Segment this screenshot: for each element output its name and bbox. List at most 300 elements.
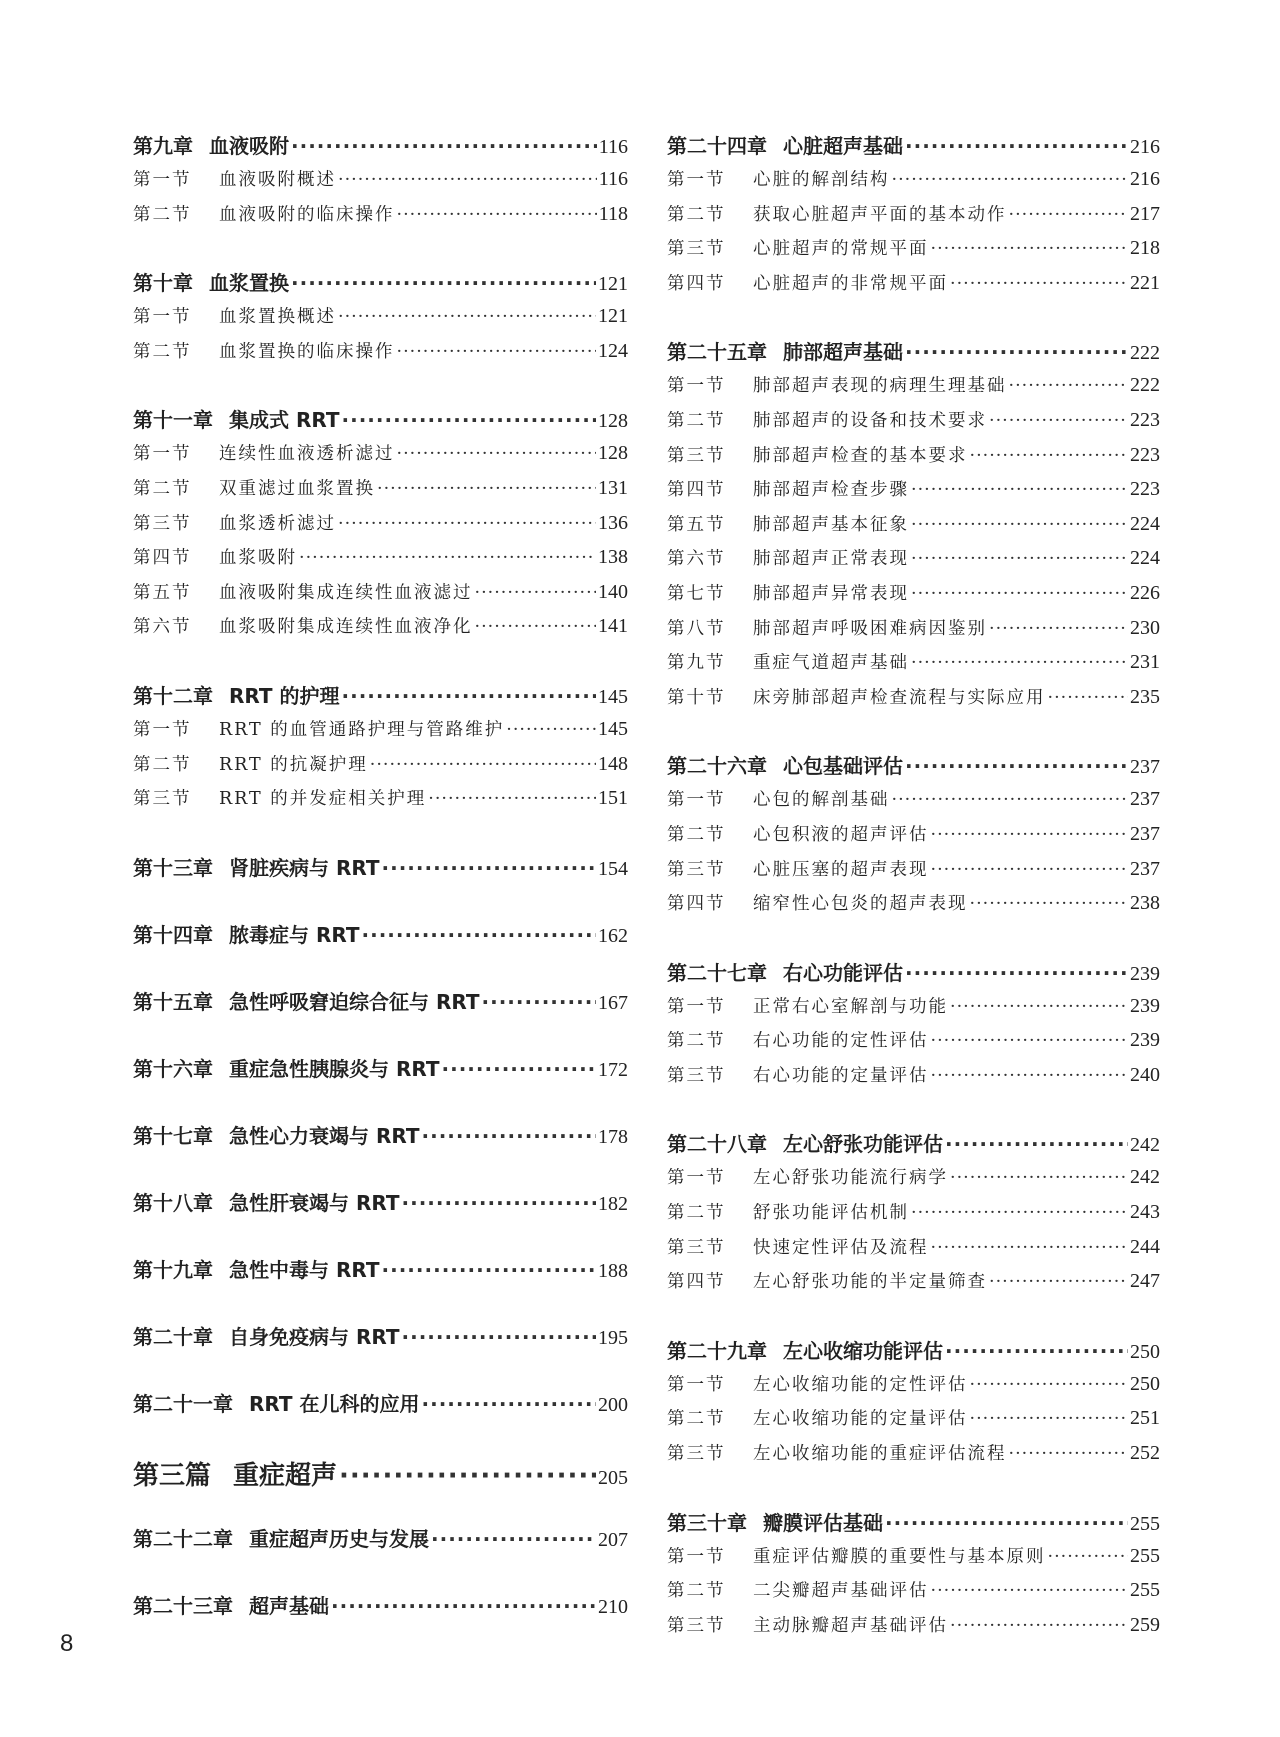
chapter-number: 第十二章	[133, 683, 213, 708]
chapter-title: 肺部超声基础	[783, 340, 903, 365]
page-ref: 224	[1130, 512, 1160, 535]
section-title: 血液吸附集成连续性血液滤过	[219, 582, 473, 603]
toc-group	[133, 267, 628, 372]
dot-leader	[931, 825, 1129, 845]
chapter-number: 第十五章	[133, 989, 213, 1014]
toc-section-entry[interactable]	[133, 544, 628, 579]
chapter-number: 第二十五章	[667, 340, 767, 365]
section-number: 第九节	[667, 653, 726, 674]
chapter-title: 重症急性胰腺炎与 RRT	[229, 1056, 440, 1081]
dot-leader	[475, 617, 597, 637]
dot-leader	[442, 1057, 596, 1081]
chapter-number: 第三十章	[667, 1510, 747, 1535]
toc-section-entry[interactable]	[667, 407, 1160, 442]
dot-leader	[299, 548, 596, 568]
dot-leader	[950, 1168, 1128, 1188]
chapter-title: RRT 的护理	[229, 683, 340, 708]
page-ref: 237	[1130, 788, 1160, 811]
dot-leader	[397, 444, 597, 464]
toc-section-entry[interactable]	[667, 1164, 1160, 1199]
section-title: 左心收缩功能的重症评估流程	[753, 1444, 1007, 1465]
section-title: 肺部超声检查步骤	[753, 480, 909, 501]
section-title: 右心功能的定量评估	[753, 1065, 929, 1086]
toc-group	[133, 919, 628, 955]
section-number: 第三节	[667, 1615, 726, 1636]
toc-chapter-entry[interactable]	[667, 957, 1160, 993]
section-number: 第一节	[667, 170, 726, 190]
section-number: 第四节	[133, 548, 192, 569]
section-number: 第五节	[133, 582, 192, 603]
section-title: 心包积液的超声评估	[753, 824, 929, 845]
dot-leader	[911, 480, 1128, 500]
toc-group	[133, 1388, 628, 1424]
page-ref: 140	[598, 580, 628, 603]
toc-section-entry[interactable]	[667, 856, 1160, 891]
toc-section-entry[interactable]	[133, 510, 628, 545]
section-title: 肺部超声基本征象	[753, 514, 909, 535]
chapter-number: 第二十八章	[667, 1132, 767, 1157]
chapter-title: 肾脏疾病与 RRT	[229, 855, 380, 880]
toc-section-entry[interactable]	[667, 1199, 1160, 1234]
toc-chapter-entry[interactable]	[133, 1053, 628, 1089]
chapter-title: 超声基础	[249, 1593, 329, 1618]
section-number: 第一节	[133, 170, 192, 190]
toc-group	[133, 986, 628, 1022]
toc-chapter-entry[interactable]	[667, 1507, 1160, 1543]
page-ref: 242	[1130, 1134, 1160, 1157]
dot-leader	[422, 1392, 596, 1416]
toc-chapter-entry[interactable]	[133, 1590, 628, 1626]
dot-leader	[892, 170, 1129, 190]
dot-leader	[892, 790, 1129, 810]
page-ref: 255	[1130, 1579, 1160, 1602]
section-number: 第一节	[133, 719, 192, 740]
toc-group	[133, 1053, 628, 1089]
section-title: 心脏超声的非常规平面	[753, 273, 948, 294]
toc-section-entry[interactable]	[667, 684, 1160, 719]
chapter-title: 脓毒症与 RRT	[229, 922, 360, 947]
dot-leader	[1048, 1547, 1129, 1567]
page-ref: 235	[1130, 685, 1160, 708]
section-number: 第二节	[667, 824, 726, 845]
dot-leader	[989, 619, 1128, 639]
section-number: 第二节	[667, 1031, 726, 1052]
page-ref: 182	[598, 1192, 628, 1215]
dot-leader	[1009, 1444, 1129, 1464]
dot-leader	[382, 856, 596, 880]
section-number: 第四节	[667, 480, 726, 501]
page-ref: 145	[598, 685, 628, 708]
chapter-title: 集成式 RRT	[229, 408, 340, 433]
section-title: 肺部超声异常表现	[753, 583, 909, 604]
dot-leader	[342, 408, 596, 432]
toc-section-entry[interactable]	[667, 615, 1160, 650]
section-number: 第四节	[667, 1272, 726, 1293]
toc-chapter-entry[interactable]	[133, 404, 628, 440]
toc-group	[133, 680, 628, 820]
toc-section-entry[interactable]	[667, 890, 1160, 925]
toc-section-entry[interactable]	[667, 1062, 1160, 1097]
page-ref: 121	[598, 273, 628, 296]
toc-section-entry[interactable]	[133, 440, 628, 475]
toc-section-entry[interactable]	[667, 442, 1160, 477]
section-title: 心包的解剖基础	[753, 790, 890, 811]
toc-section-entry[interactable]	[133, 716, 628, 751]
section-title: 血浆吸附	[219, 548, 297, 569]
dot-leader	[970, 1375, 1129, 1395]
toc-group	[133, 852, 628, 888]
chapter-title: 急性呼吸窘迫综合征与 RRT	[229, 989, 480, 1014]
page-ref: 167	[598, 991, 628, 1014]
toc-section-entry[interactable]	[667, 821, 1160, 856]
chapter-title: 自身免疫病与 RRT	[229, 1324, 400, 1349]
page-ref: 251	[1130, 1407, 1160, 1430]
section-title: 肺部超声正常表现	[753, 549, 909, 570]
chapter-number: 第十章	[133, 271, 193, 296]
page-ref: 188	[598, 1259, 628, 1282]
section-title: 左心舒张功能流行病学	[753, 1168, 948, 1189]
toc-section-entry[interactable]	[667, 1577, 1160, 1612]
page-ref: 237	[1130, 756, 1160, 779]
toc-group	[667, 1128, 1160, 1302]
dot-leader	[911, 584, 1128, 604]
toc-chapter-entry[interactable]	[133, 1321, 628, 1357]
dot-leader	[370, 755, 596, 775]
section-number: 第四节	[667, 894, 726, 915]
chapter-title: 急性心力衰竭与 RRT	[229, 1123, 420, 1148]
page-ref: 222	[1130, 342, 1160, 365]
dot-leader	[338, 514, 596, 534]
section-number: 第一节	[667, 1546, 726, 1567]
dot-leader	[1009, 205, 1129, 225]
dot-leader	[931, 1581, 1129, 1601]
chapter-title: 左心收缩功能评估	[783, 1338, 943, 1363]
page-ref: 237	[1130, 857, 1160, 880]
section-number: 第二节	[667, 1581, 726, 1602]
dot-leader	[989, 1272, 1128, 1292]
toc-group	[667, 336, 1160, 718]
section-number: 第七节	[667, 583, 726, 604]
section-number: 第三节	[667, 1237, 726, 1258]
toc-section-entry[interactable]	[667, 270, 1160, 305]
page-ref: 121	[598, 305, 628, 328]
toc-chapter-entry[interactable]	[133, 267, 628, 303]
dot-leader	[945, 1339, 1128, 1363]
dot-leader	[911, 1203, 1128, 1223]
page-ref: 230	[1130, 616, 1160, 639]
page-ref: 207	[598, 1528, 628, 1551]
section-number: 第四节	[667, 273, 726, 294]
section-number: 第三节	[133, 513, 192, 534]
chapter-title: 血液吸附	[209, 134, 289, 158]
chapter-title: 左心舒张功能评估	[783, 1132, 943, 1157]
page-ref: 255	[1130, 1512, 1160, 1535]
toc-section-entry[interactable]	[133, 751, 628, 786]
page-ref: 223	[1130, 443, 1160, 466]
dot-leader	[422, 1124, 596, 1148]
section-number: 第一节	[667, 376, 726, 397]
toc-section-entry[interactable]	[667, 166, 1160, 201]
toc-section-entry[interactable]	[667, 1027, 1160, 1062]
section-title: 右心功能的定性评估	[753, 1031, 929, 1052]
toc-right-column	[667, 130, 1160, 1678]
dot-leader	[431, 1527, 596, 1551]
toc-section-entry[interactable]	[667, 993, 1160, 1028]
toc-section-entry[interactable]	[667, 786, 1160, 821]
dot-leader	[931, 1066, 1129, 1086]
page-ref: 240	[1130, 1063, 1160, 1086]
page-number: 8	[60, 1630, 74, 1657]
section-number: 第一节	[667, 1168, 726, 1189]
dot-leader	[970, 894, 1129, 914]
toc-section-entry[interactable]	[667, 1371, 1160, 1406]
section-number: 第八节	[667, 618, 726, 639]
page-ref: 116	[598, 136, 628, 158]
section-title: 肺部超声检查的基本要求	[753, 445, 968, 466]
toc-section-entry[interactable]	[133, 475, 628, 510]
toc-chapter-entry[interactable]	[667, 336, 1160, 372]
page-ref: 154	[598, 857, 628, 880]
toc-section-entry[interactable]	[133, 166, 628, 201]
page-ref: 210	[598, 1595, 628, 1618]
chapter-number: 第二十一章	[133, 1391, 233, 1416]
toc-section-entry[interactable]	[667, 372, 1160, 407]
dot-leader	[1048, 688, 1129, 708]
section-title: 肺部超声呼吸困难病因鉴别	[753, 618, 987, 639]
toc-group	[667, 1335, 1160, 1475]
page-ref: 217	[1130, 202, 1160, 225]
toc-chapter-entry[interactable]	[133, 1523, 628, 1559]
dot-leader	[931, 860, 1129, 880]
section-title: 血浆吸附集成连续性血液净化	[219, 617, 473, 638]
chapter-number: 第二十七章	[667, 960, 767, 985]
dot-leader	[905, 134, 1128, 158]
dot-leader	[1009, 376, 1129, 396]
dot-leader	[397, 342, 597, 362]
section-number: 第二节	[133, 478, 192, 499]
section-title: 左心收缩功能的定性评估	[753, 1374, 968, 1395]
section-number: 第十节	[667, 687, 726, 708]
toc-group	[133, 1523, 628, 1559]
toc-part-entry[interactable]	[133, 1455, 628, 1505]
page-ref: 138	[598, 546, 628, 569]
section-number: 第六节	[133, 617, 192, 638]
chapter-number: 第十九章	[133, 1257, 213, 1282]
section-number: 第二节	[667, 1203, 726, 1224]
page-ref: 243	[1130, 1201, 1160, 1224]
chapter-number: 第二十章	[133, 1324, 213, 1349]
section-title: 获取心脏超声平面的基本动作	[753, 204, 1007, 225]
toc-section-entry[interactable]	[133, 201, 628, 236]
dot-leader	[989, 411, 1128, 431]
section-number: 第三节	[667, 1444, 726, 1465]
section-title: 心脏压塞的超声表现	[753, 859, 929, 880]
section-title: 重症气道超声基础	[753, 653, 909, 674]
section-title: 主动脉瓣超声基础评估	[753, 1615, 948, 1636]
page-ref: 223	[1130, 408, 1160, 431]
chapter-title: 心包基础评估	[783, 754, 903, 779]
toc-chapter-entry[interactable]	[133, 919, 628, 955]
page-ref: 118	[598, 202, 628, 225]
section-title: 血浆置换概述	[219, 307, 336, 328]
page-ref: 218	[1130, 237, 1160, 260]
page-ref: 231	[1130, 651, 1160, 674]
dot-leader	[338, 307, 596, 327]
section-number: 第三节	[667, 239, 726, 260]
page-ref: 222	[1130, 374, 1160, 397]
toc-chapter-entry[interactable]	[667, 1335, 1160, 1371]
toc-group	[133, 130, 628, 235]
page-ref: 226	[1130, 581, 1160, 604]
dot-leader	[397, 205, 597, 225]
dot-leader	[331, 1594, 596, 1618]
toc-section-entry[interactable]	[667, 1268, 1160, 1303]
toc-section-entry[interactable]	[667, 201, 1160, 236]
dot-leader	[506, 720, 596, 740]
dot-leader	[931, 239, 1129, 259]
page-ref: 141	[598, 615, 628, 638]
section-title: 连续性血液透析滤过	[219, 444, 395, 465]
section-number: 第一节	[667, 996, 726, 1017]
dot-leader	[911, 515, 1128, 535]
section-title: 血浆置换的临床操作	[219, 341, 395, 362]
chapter-number: 第十八章	[133, 1190, 213, 1215]
section-number: 第二节	[133, 204, 192, 225]
toc-section-entry[interactable]	[133, 579, 628, 614]
toc-section-entry[interactable]	[667, 649, 1160, 684]
page-ref: 247	[1130, 1270, 1160, 1293]
dot-leader	[931, 1238, 1129, 1258]
page-ref: 145	[598, 717, 628, 740]
dot-leader	[970, 446, 1129, 466]
section-title: 左心收缩功能的定量评估	[753, 1409, 968, 1430]
page-ref: 195	[598, 1326, 628, 1349]
dot-leader	[402, 1325, 596, 1349]
toc-group	[133, 1321, 628, 1357]
page-ref: 131	[598, 476, 628, 499]
page-ref: 205	[598, 1466, 628, 1489]
toc-section-entry[interactable]	[667, 1234, 1160, 1269]
chapter-number: 第十六章	[133, 1056, 213, 1081]
toc-section-entry[interactable]	[133, 338, 628, 373]
section-title: 肺部超声的设备和技术要求	[753, 410, 987, 431]
page-ref: 216	[1130, 168, 1160, 190]
toc-chapter-entry[interactable]	[133, 1254, 628, 1290]
section-number: 第二节	[133, 341, 192, 362]
dot-leader	[482, 990, 596, 1014]
toc-section-entry[interactable]	[667, 1543, 1160, 1578]
toc-chapter-entry[interactable]	[133, 1388, 628, 1424]
part-number: 第三篇	[133, 1460, 212, 1491]
page-ref: 239	[1130, 962, 1160, 985]
toc-chapter-entry[interactable]	[133, 1187, 628, 1223]
page-ref: 223	[1130, 478, 1160, 501]
toc-left-column	[133, 130, 628, 1657]
section-title: RRT 的抗凝护理	[219, 754, 368, 775]
dot-leader	[905, 754, 1128, 778]
section-title: 血液吸附的临床操作	[219, 204, 395, 225]
section-title: 心脏超声的常规平面	[753, 239, 929, 260]
section-title: 心脏的解剖结构	[753, 170, 890, 190]
page-ref: 239	[1130, 1029, 1160, 1052]
section-title: 双重滤过血浆置换	[219, 478, 375, 499]
chapter-title: 瓣膜评估基础	[763, 1510, 883, 1535]
section-title: 舒张功能评估机制	[753, 1203, 909, 1224]
toc-chapter-entry[interactable]	[133, 130, 628, 166]
toc-chapter-entry[interactable]	[133, 680, 628, 716]
section-title: RRT 的血管通路护理与管路维护	[219, 719, 505, 740]
section-title: 快速定性评估及流程	[753, 1237, 929, 1258]
toc-chapter-entry[interactable]	[133, 852, 628, 888]
toc-chapter-entry[interactable]	[667, 130, 1160, 166]
toc-section-entry[interactable]	[133, 785, 628, 820]
chapter-title: 右心功能评估	[783, 960, 903, 985]
toc-section-entry[interactable]	[133, 303, 628, 338]
toc-group	[133, 404, 628, 648]
dot-leader	[950, 1616, 1128, 1636]
page-ref: 255	[1130, 1544, 1160, 1567]
toc-section-entry[interactable]	[133, 613, 628, 648]
section-title: 左心舒张功能的半定量筛查	[753, 1272, 987, 1293]
toc-chapter-entry[interactable]	[133, 986, 628, 1022]
toc-chapter-entry[interactable]	[667, 750, 1160, 786]
chapter-number: 第十一章	[133, 408, 213, 433]
dot-leader	[905, 340, 1128, 364]
page-ref: 151	[598, 787, 628, 810]
part-title: 重症超声	[233, 1460, 338, 1491]
section-number: 第二节	[133, 754, 192, 775]
dot-leader	[911, 549, 1128, 569]
toc-section-entry[interactable]	[667, 235, 1160, 270]
toc-group	[667, 1507, 1160, 1647]
section-number: 第二节	[667, 1409, 726, 1430]
dot-leader	[382, 1258, 596, 1282]
dot-leader	[291, 134, 597, 158]
toc-group	[667, 750, 1160, 924]
chapter-number: 第二十三章	[133, 1593, 233, 1618]
toc-group	[133, 1120, 628, 1156]
toc-section-entry[interactable]	[667, 545, 1160, 580]
toc-section-entry[interactable]	[667, 580, 1160, 615]
toc-section-entry[interactable]	[667, 476, 1160, 511]
section-title: 血液吸附概述	[219, 170, 336, 190]
page-ref: 148	[598, 752, 628, 775]
page-ref: 200	[598, 1393, 628, 1416]
toc-chapter-entry[interactable]	[667, 1128, 1160, 1164]
section-number: 第三节	[133, 789, 192, 810]
toc-section-entry[interactable]	[667, 1612, 1160, 1647]
dot-leader	[970, 1409, 1129, 1429]
chapter-title: 重症超声历史与发展	[249, 1526, 429, 1551]
toc-section-entry[interactable]	[667, 1440, 1160, 1475]
page-ref: 172	[598, 1058, 628, 1081]
page-ref: 244	[1130, 1235, 1160, 1258]
section-number: 第三节	[667, 445, 726, 466]
section-number: 第二节	[667, 410, 726, 431]
toc-group	[133, 1187, 628, 1223]
dot-leader	[339, 1461, 596, 1491]
chapter-number: 第九章	[133, 134, 193, 158]
toc-section-entry[interactable]	[667, 511, 1160, 546]
toc-chapter-entry[interactable]	[133, 1120, 628, 1156]
dot-leader	[945, 1132, 1128, 1156]
toc-group	[133, 1590, 628, 1626]
section-number: 第二节	[667, 204, 726, 225]
toc-section-entry[interactable]	[667, 1405, 1160, 1440]
section-number: 第一节	[667, 1374, 726, 1395]
page-ref: 162	[598, 924, 628, 947]
dot-leader	[905, 961, 1128, 985]
